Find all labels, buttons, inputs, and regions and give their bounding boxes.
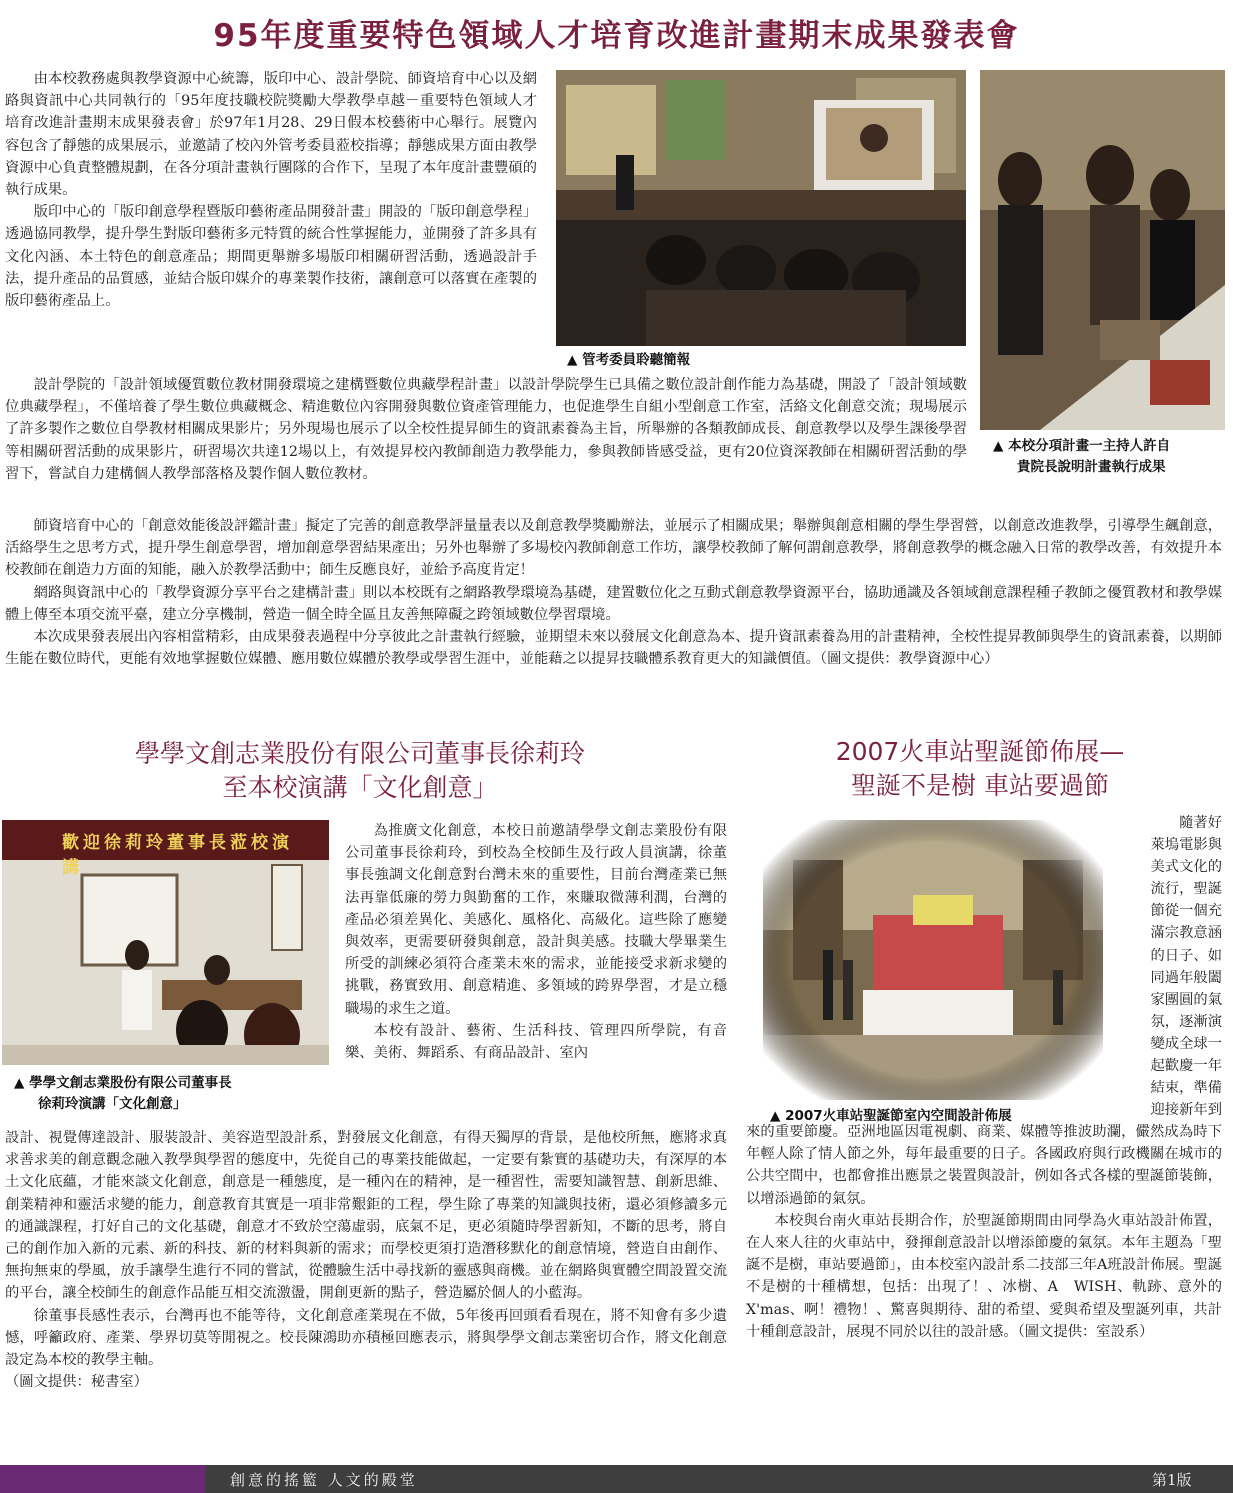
article1-paragraph: 設計學院的「設計領域優質數位教材開發環境之建構暨數位典藏學程計畫」以設計學院學生已具備之數位設計創作能力為基礎，開設了「設計領域數位典藏學程」，不僅培養了學生數位典藏概念、精進數位內容開發與數位資產管理能力，也促進學生自組小型創意工作室，活絡文化創意交流；現場展示了許多製作之數位自學教材相關成果影片；另外現場也展示了以全校性提昇師生的資訊素養為主旨，所舉辦的各類教師成長、創意教學以及學生課後學習等相關研習活動的成果影片，研習場次共達12場以上，有效提昇校內教師創造力教學能力，參與教師皆感受益，更有20位資深教師在相關研習活動的學習下，嘗試自力建構個人教學部落格及製作個人數位教材。 (5, 377, 967, 482)
article1-intro-column (5, 68, 537, 312)
christmas-display-photo (763, 820, 1103, 1100)
photo-caption: ▲ 學學文創志業股份有限公司董事長 徐莉玲演講「文化創意」 (14, 1075, 232, 1112)
article1-mid-column (5, 374, 967, 485)
article2-title: 學學文創志業股份有限公司董事長徐莉玲 至本校演講「文化創意」 (134, 739, 585, 802)
footer-accent (0, 1465, 205, 1493)
article1-full-column (5, 515, 1222, 670)
photo-caption: ▲ 本校分項計畫一主持人許自 貴院長說明計畫執行成果 (993, 438, 1171, 475)
article3-paragraph: 來的重要節慶。亞洲地區因電視劇、商業、媒體等推波助瀾，儼然成為時下年輕人除了情人節之外，每年最重要的日子。各國政府與行政機關在城市的公共空間中，也都會推出應景之裝置與設計，例如各式各樣的聖誕節裝飾，以增添過節的氣氛。 (746, 1124, 1222, 1207)
article3-narrow-column: 隨著好 萊塢電影與 美式文化的 流行，聖誕 節從一個充 滿宗教意涵 的日子、如 同過年般闔 家團圓的氣 氛，逐漸演 變成全球一 起歡慶一年 結束，準備 迎接新年到 (1150, 815, 1222, 1119)
article3-title: 2007火車站聖誕節佈展— 聖誕不是樹 車站要過節 (835, 737, 1125, 800)
article2-paragraph: 為推廣文化創意，本校日前邀請學學文創志業股份有限公司董事長徐莉玲，到校為全校師生及行政人員演講，徐董事長強調文化創意對台灣未來的重要性，目前台灣產業已無法再靠低廉的勞力與勤奮的工作，來賺取微薄利潤，台灣的產品必須差異化、美感化、風格化、高級化。這些除了應變與效率，更需要研發與創意，設計與美感。技職大學畢業生所受的訓練必須符合產業未來的需求，並能接受求新求變的挑戰，務實致用、創意精進、多領域的跨界學習，才是立穩職場的求生之道。 (345, 823, 727, 1017)
lecture-photo (2, 820, 329, 1065)
page-number: 第1版 (1152, 1471, 1192, 1489)
article2-right-column (345, 820, 727, 1064)
article1-paragraph: 版印中心的「版印創意學程暨版印藝術產品開發計畫」開設的「版印創意學程」透過協同教學，提升學生對版印藝術多元特質的統合性掌握能力，並開發了許多具有文化內涵、本土特色的創意產品；期間更舉辦多場版印相關研習活動，透過設計手法，提升產品的品質感，並結合版印媒介的專業製作技術，讓創意可以落實在產製的版印藝術產品上。 (5, 204, 537, 310)
committee-briefing-photo (556, 70, 966, 346)
article2-paragraph: 設計、視覺傳達設計、服裝設計、美容造型設計系，對發展文化創意，有得天獨厚的背景，是他校所無，應將求真求善求美的創意觀念融入教學與學習的態度中，先從自己的專業技能做起，一定要有紮實的基礎功夫，有深厚的本土文化底蘊，才能來談文化創意，創意是一種態度，是一種內在的精神，是一種習性，需要知識智慧、創新思維、創業精神和靈活求變的能力，創意教育其實是一項非常艱鉅的工程，學生除了專業的知識與技術，還必須修讀多元的通識課程，打好自己的文化基礎，創意才不致於空蕩虛弱，底氣不足，更必須隨時學習新知，不斷的思考，將自己的創作加入新的元素、新的科技、新的材料與新的需求；而學校更須打造潛移默化的創意情境，營造自由創作、無拘無束的學風，放手讓學生進行不同的嘗試，從體驗生活中尋找新的靈感與商機。並在網路與實體空間設置交流的平台，讓全校師生的創意作品能互相交流激盪，開創更新的點子，營造屬於個人的小藍海。 (5, 1130, 727, 1302)
photo-caption: ▲ 2007火車站聖誕節室內空間設計佈展 (770, 1108, 1012, 1124)
welcome-banner: 歡迎徐莉玲董事長蒞校演講 (62, 833, 293, 878)
page-title: 95年度重要特色領域人才培育改進計畫期末成果發表會 (213, 18, 1020, 54)
article2-paragraph: 本校有設計、藝術、生活科技、管理四所學院，有音樂、美術、舞蹈系、有商品設計、室內 (345, 1022, 727, 1062)
article2-paragraph: 徐董事長感性表示，台灣再也不能等待，文化創意產業現在不做，5年後再回頭看看現在，將不知會有多少遺憾，呼籲政府、產業、學界切莫等閒視之。校長陳鴻助亦積極回應表示，將與學學文創志業密切合作，將文化創意設定為本校的教學主軸。 (5, 1307, 727, 1369)
photo-caption: ▲ 管考委員聆聽簡報 (567, 352, 691, 368)
article1-paragraph: 師資培育中心的「創意效能後設評鑑計畫」擬定了完善的創意教學評量量表以及創意教學獎勵辦法，並展示了相關成果；舉辦與創意相關的學生學習營，以創意改進教學，引導學生飆創意，活絡學生之思考方式，提升學生創意學習，增加創意學習結果產出；另外也舉辦了多場校內教師創意工作坊，讓學校教師了解何謂創意教學，將創意教學的概念融入日常的教學改善，有效提升本校教師在創造力方面的知能，融入於教學活動中；師生反應良好，並給予高度肯定！ (5, 518, 1222, 579)
article1-paragraph: 由本校教務處與教學資源中心統籌，版印中心、設計學院、師資培育中心以及網路與資訊中心共同執行的「95年度技職校院獎勵大學教學卓越－重要特色領域人才培育改進計畫期末成果發表會」於97年1月28、29日假本校藝術中心舉行。展覽內容包含了靜態的成果展示，並邀請了校內外管考委員蒞校指導；靜態成果方面由教學資源中心負責整體規劃，在各分項計畫執行團隊的合作下，呈現了本年度計畫豐碩的執行成果。 (5, 71, 537, 199)
article3-paragraph: 本校與台南火車站長期合作，於聖誕節期間由同學為火車站設計佈置，在人來人往的火車站中，發揮創意設計以增添節慶的氣氛。本年主題為「聖誕不是樹，車站要過節」，由本校室內設計系二技部三年A班設計佈展。聖誕不是樹的十種構想，包括：出現了！、冰樹、A WISH、軌跡、意外的X'mas、啊！禮物！、驚喜與期待、甜的希望、愛與希望及聖誕列車，共計十種創意設計，展現不同於以往的設計感。（圖文提供：室設系） (746, 1212, 1222, 1340)
footer-motto: 創意的搖籃 人文的殿堂 (230, 1471, 418, 1489)
article1-paragraph: 本次成果發表展出內容相當精彩，由成果發表過程中分享彼此之計畫執行經驗，並期望未來以發展文化創意為本、提升資訊素養為用的計畫精神，全校性提昇教師與學生的資訊素養，以期師生能在數位時代，更能有效地掌握數位媒體、應用數位媒體於教學或學習生涯中，並能藉之以提昇技職體系教育更大的知識價值。（圖文提供：教學資源中心） (5, 629, 1222, 668)
article1-paragraph: 網路與資訊中心的「教學資源分享平台之建構計畫」則以本校既有之網路教學環境為基礎，建置數位化之互動式創意教學資源平台，協助通識及各領域創意課程種子教師之優質教材和教學媒體上傳至本項交流平臺，建立分享機制，營造一個全時全區且友善無障礙之跨領域數位學習環境。 (5, 584, 1222, 623)
dean-explaining-photo (980, 70, 1225, 430)
photo-credit: （圖文提供：秘書室） (5, 1374, 148, 1391)
article3-bottom-column (746, 1121, 1222, 1343)
article2-full-column (5, 1127, 727, 1393)
